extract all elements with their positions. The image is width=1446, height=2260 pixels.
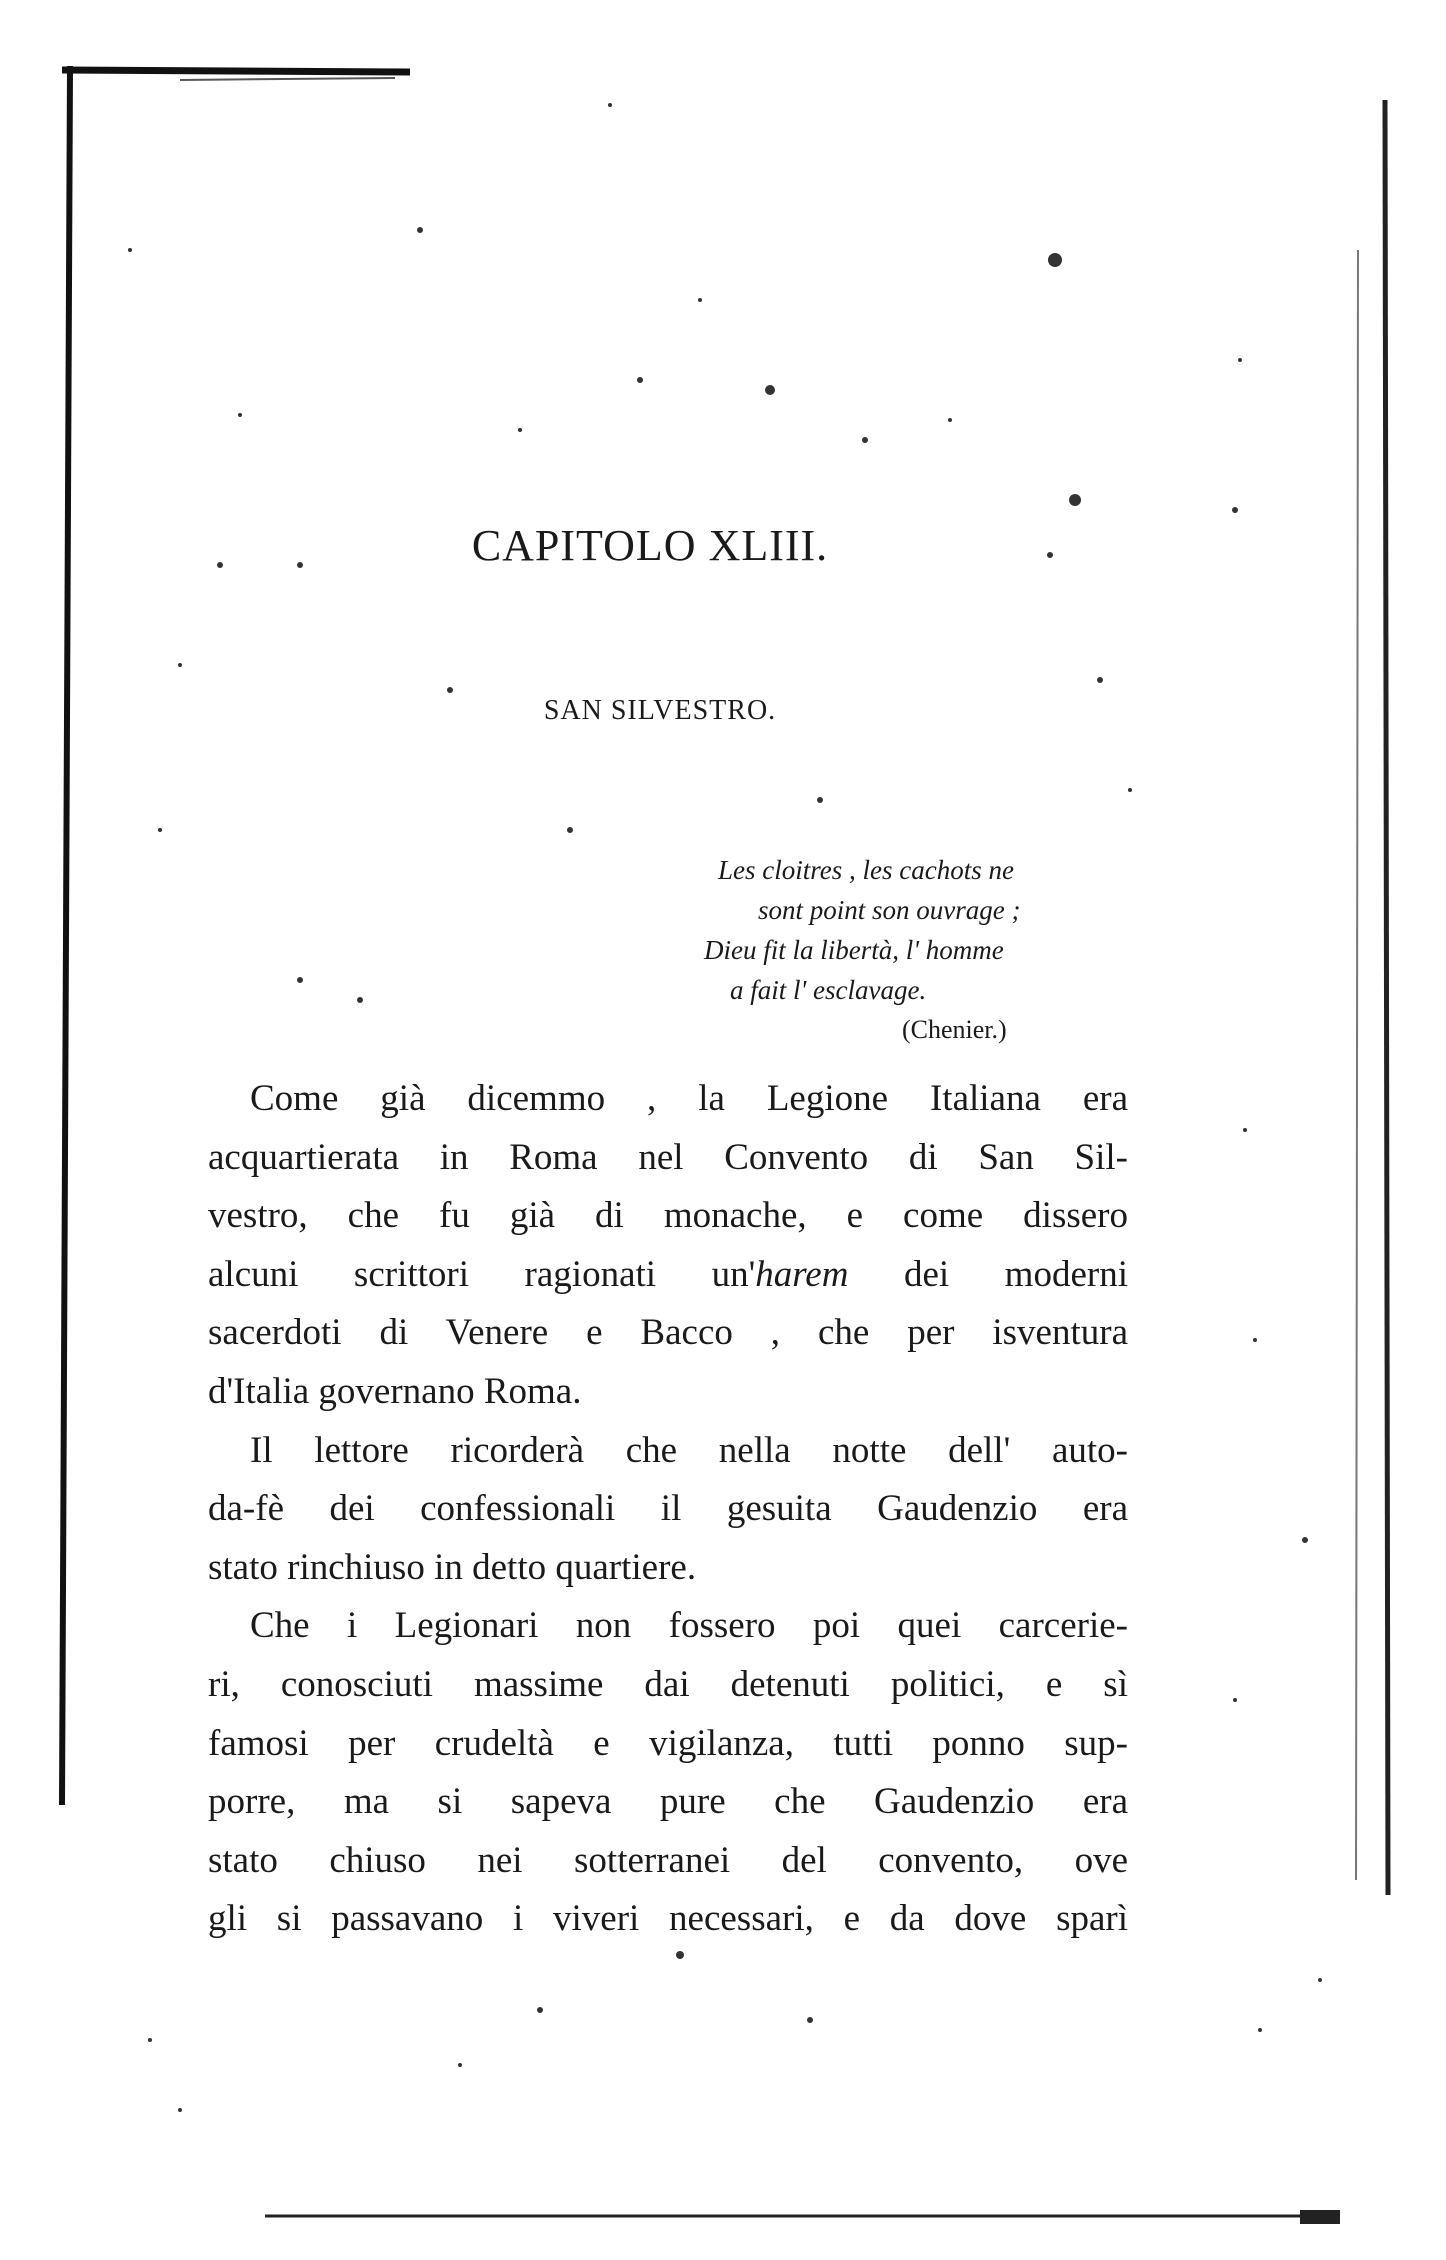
text-line: vestro, che fu già di monache, e come dissero (208, 1195, 1128, 1237)
text-line: acquartierata in Roma nel Convento di San Sil- (208, 1136, 1128, 1178)
text-line: gli si passavano i viveri necessari, e da dove sparì (208, 1898, 1128, 1940)
epigraph-line: Les cloitres , les cachots ne (718, 855, 1014, 885)
text-line: stato chiuso nei sotterranei del convento, ove (208, 1839, 1128, 1881)
italic-word: harem (755, 1253, 849, 1295)
epigraph-attribution: (Chenier.) (902, 1015, 1007, 1044)
text-line: ri, conosciuti massime dai detenuti politici, e sì (208, 1663, 1128, 1705)
text-line: Il lettore ricorderà che nella notte dell' auto- (250, 1429, 1128, 1471)
epigraph-line: a fait l' esclavage. (730, 975, 927, 1005)
chapter-title: CAPITOLO XLIII. (471, 521, 829, 570)
text-line: famosi per crudeltà e vigilanza, tutti ponno sup- (208, 1722, 1128, 1764)
text-line: d'Italia governano Roma. (208, 1370, 582, 1412)
text-line: stato rinchiuso in detto quartiere. (208, 1546, 697, 1588)
text-line: sacerdoti di Venere e Bacco , che per isventura (208, 1312, 1128, 1354)
epigraph-line: sont point son ouvrage ; (758, 895, 1021, 925)
chapter-subtitle: SAN SILVESTRO. (543, 695, 777, 726)
text-line: Che i Legionari non fossero poi quei carcerie- (250, 1605, 1128, 1647)
text-line: Come già dicemmo , la Legione Italiana era (250, 1078, 1128, 1119)
text-segment: dei moderni (848, 1253, 1128, 1295)
epigraph-line: Dieu fit la libertà, l' homme (704, 935, 1004, 965)
epigraph (680, 850, 1140, 1050)
text-segment: alcuni scrittori ragionati un' (208, 1253, 756, 1295)
body-text (208, 1070, 1128, 1949)
text-line: porre, ma si sapeva pure che Gaudenzio era (208, 1781, 1128, 1823)
text-line (208, 1246, 1128, 1305)
text-line: da-fè dei confessionali il gesuita Gaudenzio era (208, 1488, 1128, 1530)
